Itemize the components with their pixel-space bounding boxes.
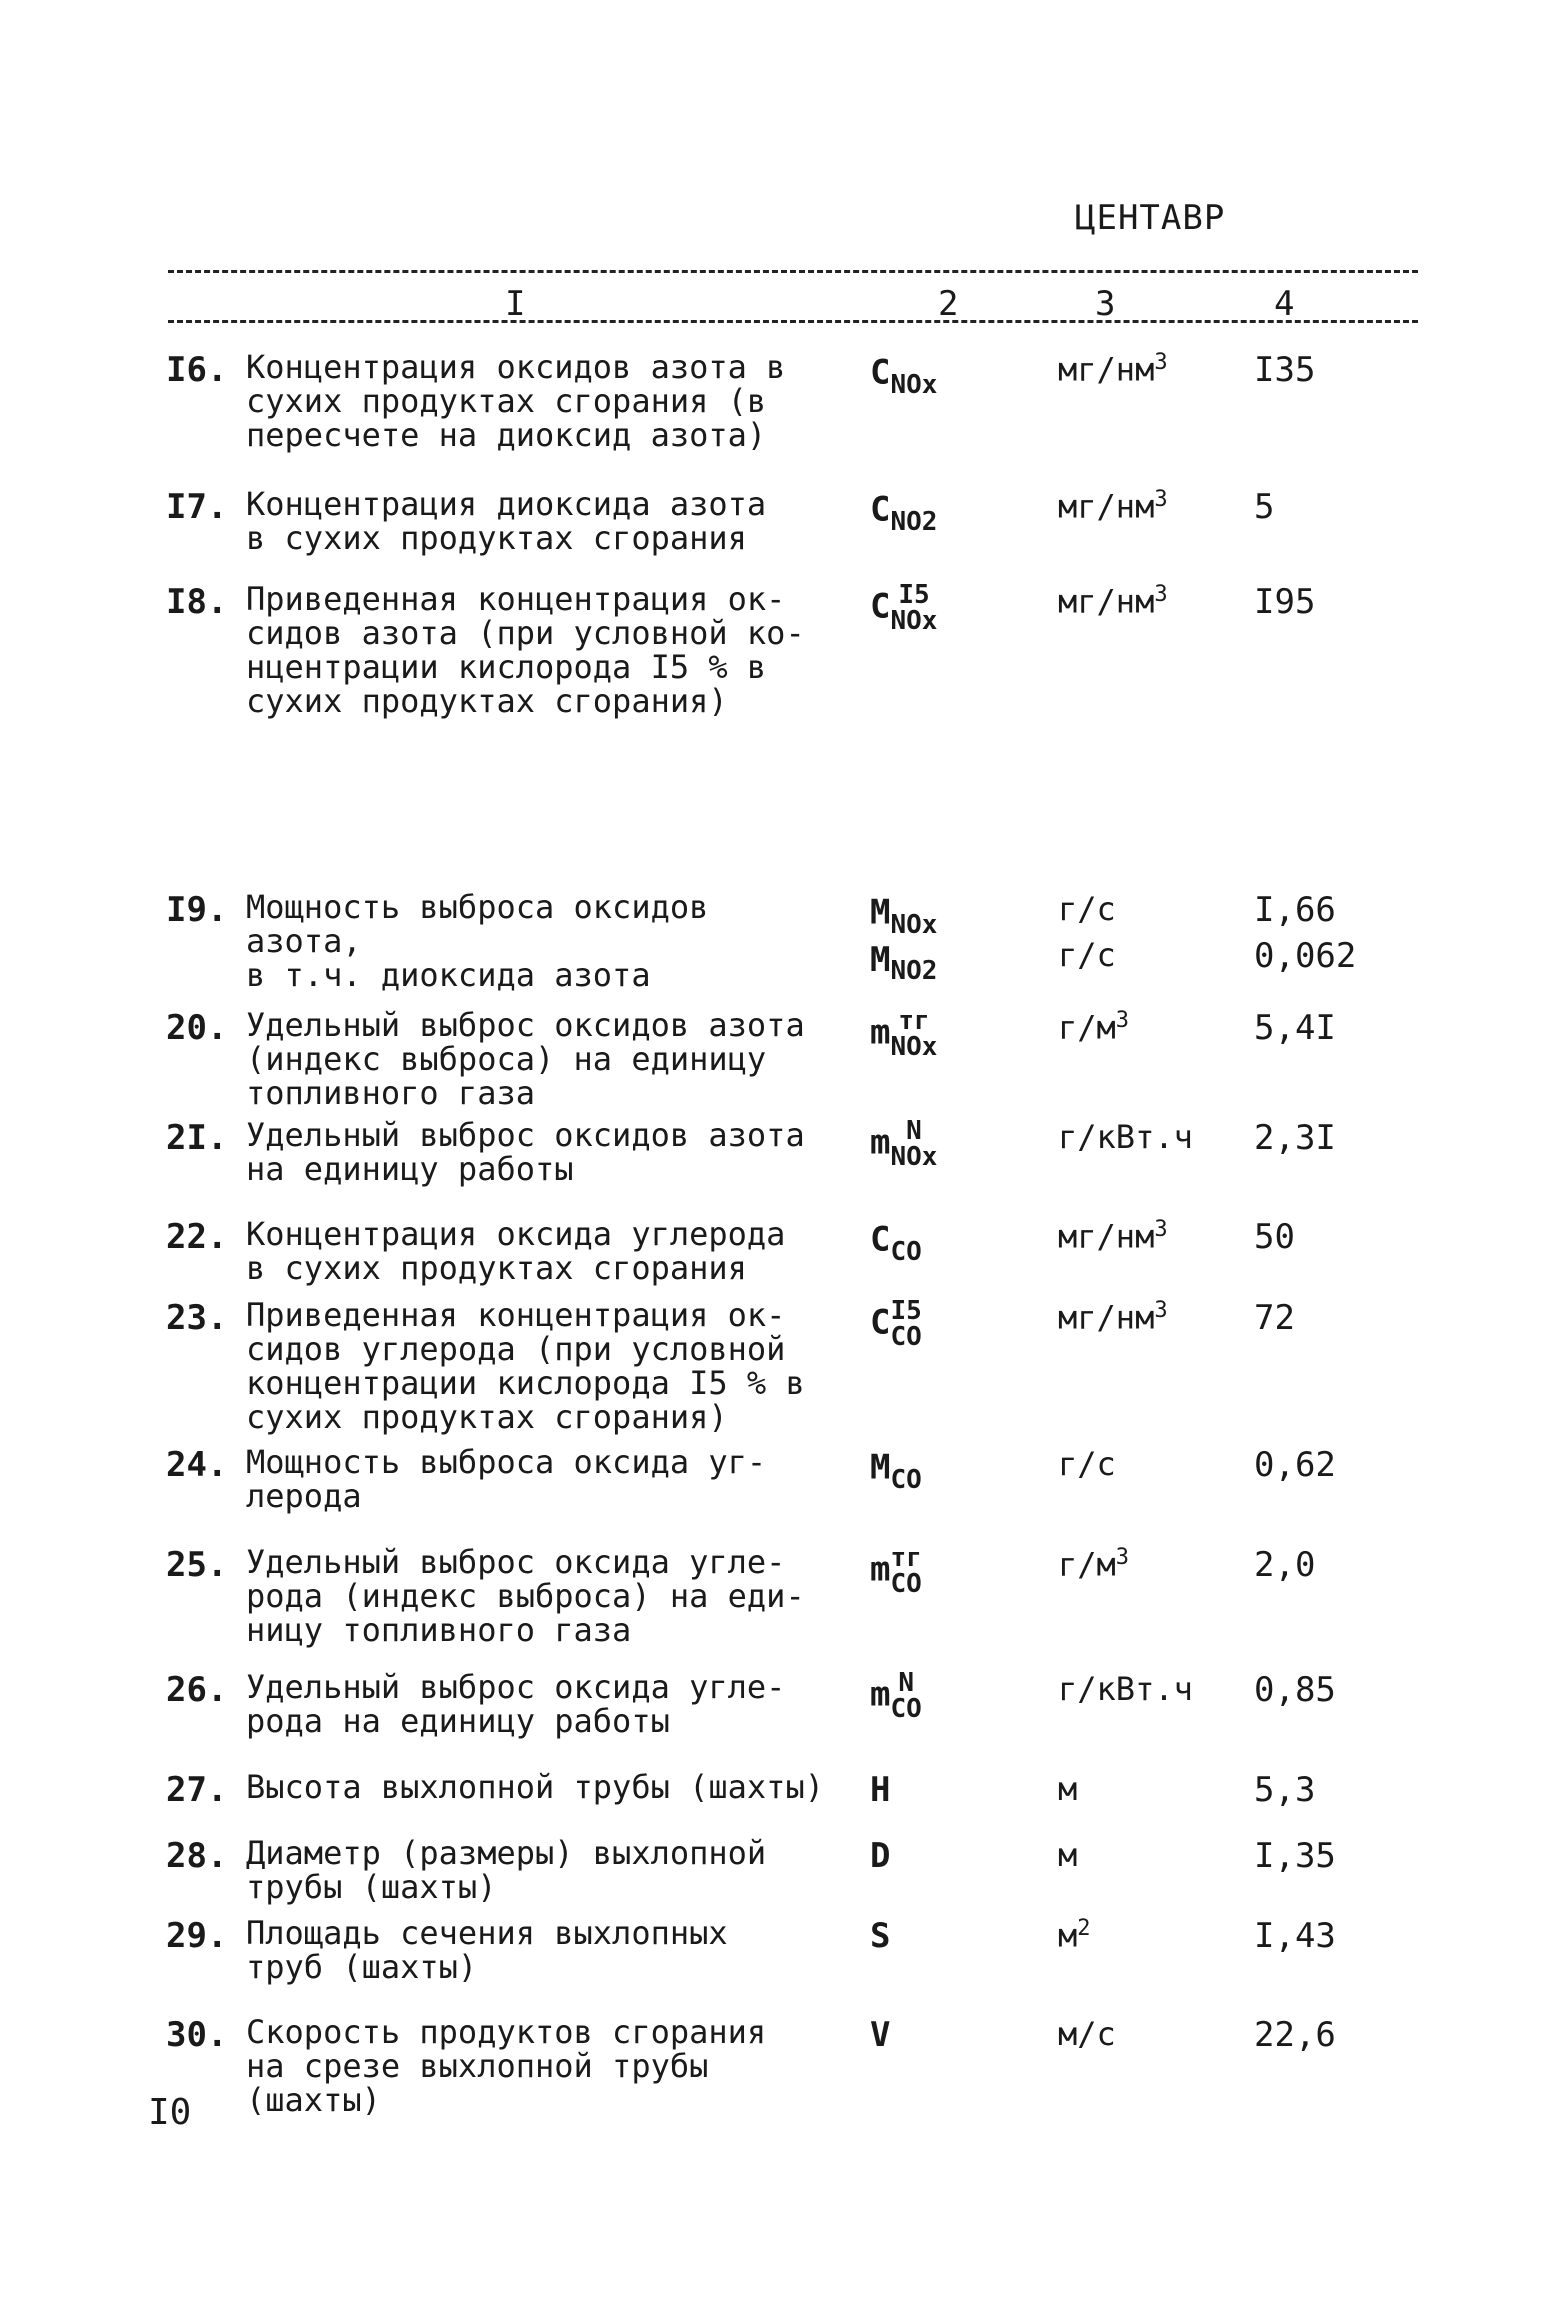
row-unit: [1058, 2015, 1116, 2053]
row-value: 72: [1254, 1298, 1295, 1338]
row-value: 0,62: [1254, 1445, 1336, 1485]
symbol-subscript: CO: [890, 1237, 922, 1267]
row-symbol: [870, 1836, 890, 1876]
unit-base: мг/нм: [1058, 582, 1155, 621]
row-unit: [1058, 1008, 1129, 1047]
row-unit: [1058, 890, 1116, 928]
unit-superscript: 2: [1077, 1916, 1091, 1941]
row-number: I7.: [166, 487, 228, 527]
row-symbol: [870, 1008, 937, 1060]
row-unit-secondary: г/с: [1058, 936, 1116, 974]
symbol-subscript: CO: [890, 1465, 922, 1495]
symbol-index-stack: [890, 350, 937, 398]
unit-superscript: 3: [1154, 582, 1168, 607]
symbol-base: M: [870, 1447, 891, 1488]
page-number: I0: [148, 2092, 192, 2133]
row-number: 23.: [166, 1298, 228, 1338]
row-number: 27.: [166, 1770, 228, 1810]
row-description: Удельный выброс оксида угле- рода (индекс выброса) на еди- ницу топливного газа: [246, 1543, 805, 1649]
symbol-superscript: тг: [898, 1006, 930, 1036]
symbol-index-stack: [890, 1670, 921, 1722]
row-unit: [1058, 1770, 1077, 1808]
row-symbol: [870, 1670, 922, 1722]
unit-base: мг/нм: [1058, 487, 1155, 526]
unit-superscript: 3: [1154, 487, 1168, 512]
row-unit: [1058, 350, 1168, 389]
row-number: I9.: [166, 890, 228, 930]
row-symbol: [870, 2015, 890, 2055]
symbol-superscript: N: [898, 1668, 914, 1698]
row-unit: [1058, 1118, 1193, 1156]
unit-base: г/кВт.ч: [1058, 1670, 1193, 1708]
symbol-superscript: I5: [890, 1296, 922, 1326]
row-symbol: [870, 1298, 922, 1350]
unit-base: мг/нм: [1058, 350, 1155, 389]
symbol-base: M: [870, 892, 891, 933]
symbol-base: H: [870, 1770, 891, 1810]
symbol-subscript: NOx: [890, 1032, 938, 1062]
row-value: I35: [1254, 350, 1316, 390]
row-description: Приведенная концентрация ок- сидов азота (при условной ко- нцентрации кислорода I5 % в сухих продуктах сгорания): [246, 580, 805, 720]
unit-base: мг/нм: [1058, 1217, 1155, 1256]
column-header-3: 3: [1095, 284, 1116, 324]
symbol-subscript: CO: [890, 1569, 922, 1599]
symbol-base: C: [870, 352, 891, 393]
unit-base: м/с: [1058, 2015, 1116, 2053]
row-unit: [1058, 1916, 1091, 1955]
column-header-1: I: [505, 284, 526, 324]
unit-base: г/кВт.ч: [1058, 1118, 1193, 1156]
unit-superscript: 3: [1115, 1545, 1130, 1570]
row-symbol: [870, 1770, 890, 1810]
symbol-base: S: [870, 1916, 891, 1956]
row-number: I8.: [166, 582, 228, 622]
row-symbol: [870, 1445, 922, 1493]
symbol-base: m: [870, 1549, 891, 1590]
symbol-subscript: CO: [890, 1694, 922, 1724]
symbol-subscript: NOx: [890, 1142, 938, 1172]
row-unit: [1058, 582, 1168, 621]
row-description: Концентрация оксида углерода в сухих продуктах сгорания: [246, 1215, 786, 1287]
row-description: Удельный выброс оксида угле- рода на единицу работы: [246, 1668, 786, 1740]
symbol-subscript: NOx: [890, 606, 938, 636]
table-header-rule: [168, 320, 1418, 323]
row-description: Площадь сечения выхлопных труб (шахты): [246, 1914, 728, 1986]
unit-base: м: [1058, 1770, 1078, 1808]
row-symbol: [870, 890, 937, 938]
column-header-2: 2: [938, 284, 959, 324]
row-symbol: [870, 487, 937, 535]
unit-superscript: 3: [1154, 1217, 1168, 1242]
row-value: I,43: [1254, 1916, 1336, 1956]
row-value: 5,3: [1254, 1770, 1316, 1810]
symbol-subscript: CO: [890, 1322, 922, 1352]
symbol-base: m: [870, 1674, 891, 1715]
row-description: Высота выхлопной трубы (шахты): [246, 1768, 824, 1806]
row-description: Мощность выброса оксидов азота, в т.ч. диоксида азота: [246, 888, 709, 994]
symbol-base: C: [870, 489, 891, 530]
row-unit: [1058, 487, 1168, 526]
unit-superscript: 3: [1115, 1008, 1130, 1033]
symbol-index-stack: [890, 1008, 937, 1060]
symbol-superscript: I5: [898, 580, 930, 610]
header-title: ЦЕНТАВР: [1075, 198, 1226, 238]
row-number: 2I.: [166, 1118, 228, 1158]
unit-base: мг/нм: [1058, 1298, 1155, 1337]
symbol-index-stack: [890, 1545, 921, 1597]
row-value: 5,4I: [1254, 1008, 1336, 1048]
row-number: 30.: [166, 2015, 228, 2055]
row-unit: [1058, 1298, 1168, 1337]
row-description: Диаметр (размеры) выхлопной трубы (шахты): [246, 1834, 767, 1906]
row-value: 0,85: [1254, 1670, 1336, 1710]
row-number: 22.: [166, 1217, 228, 1257]
row-value: 2,0: [1254, 1545, 1316, 1585]
row-value: I,66: [1254, 890, 1336, 930]
row-description: Мощность выброса оксида уг- лерода: [246, 1443, 767, 1515]
row-value: 22,6: [1254, 2015, 1336, 2055]
symbol-subscript: NO2: [890, 507, 938, 537]
symbol-base: M: [870, 940, 891, 980]
symbol-base: C: [870, 586, 891, 627]
unit-superscript: 3: [1154, 350, 1168, 375]
row-number: 28.: [166, 1836, 228, 1876]
table-top-rule: [168, 270, 1418, 273]
row-unit: [1058, 1836, 1077, 1874]
row-description: Приведенная концентрация ок- сидов углерода (при условной концентрации кислорода I5 % в сухих продуктах сгорания): [246, 1296, 805, 1436]
row-value-secondary: 0,062: [1254, 936, 1357, 976]
column-header-4: 4: [1274, 284, 1295, 324]
unit-base: м: [1058, 1836, 1078, 1874]
unit-base: м: [1058, 1916, 1078, 1955]
symbol-base: D: [870, 1836, 891, 1876]
symbol-superscript: N: [906, 1116, 922, 1146]
row-value: 2,3I: [1254, 1118, 1336, 1158]
row-number: I6.: [166, 350, 228, 390]
row-description: Концентрация оксидов азота в сухих продуктах сгорания (в пересчете на диоксид азота): [246, 348, 786, 454]
symbol-index-stack: [890, 1445, 921, 1493]
symbol-base: V: [870, 2015, 891, 2055]
symbol-base: C: [870, 1219, 891, 1260]
row-symbol-secondary: [870, 940, 937, 986]
row-number: 24.: [166, 1445, 228, 1485]
row-number: 26.: [166, 1670, 228, 1710]
row-value: I95: [1254, 582, 1316, 622]
row-value: I,35: [1254, 1836, 1336, 1876]
unit-base: г/с: [1058, 1445, 1116, 1483]
symbol-subscript: NOx: [890, 370, 938, 400]
row-value: 5: [1254, 487, 1275, 527]
symbol-subscript: NOx: [890, 910, 938, 940]
row-number: 20.: [166, 1008, 228, 1048]
row-symbol: [870, 1916, 890, 1956]
row-description: Удельный выброс оксидов азота на единицу работы: [246, 1116, 805, 1188]
row-unit: [1058, 1670, 1193, 1708]
row-symbol: [870, 582, 937, 634]
row-symbol: [870, 1118, 937, 1170]
symbol-index-stack: [890, 487, 937, 535]
row-number: 25.: [166, 1545, 228, 1585]
row-unit: [1058, 1545, 1129, 1584]
row-unit: [1058, 1445, 1116, 1483]
symbol-index-stack: [890, 1118, 937, 1170]
row-symbol: [870, 350, 937, 398]
symbol-index-stack: [890, 1217, 921, 1265]
row-description: Удельный выброс оксидов азота (индекс выброса) на единицу топливного газа: [246, 1006, 805, 1112]
row-number: 29.: [166, 1916, 228, 1956]
row-value: 50: [1254, 1217, 1295, 1257]
row-description: Концентрация диоксида азота в сухих продуктах сгорания: [246, 485, 767, 557]
symbol-index-stack: [890, 890, 937, 938]
row-description: Скорость продуктов сгорания на срезе выхлопной трубы (шахты): [246, 2013, 767, 2119]
symbol-superscript: тг: [890, 1543, 922, 1573]
symbol-index-stack: [890, 1298, 921, 1350]
unit-base: г/м: [1058, 1008, 1116, 1047]
unit-superscript: 3: [1154, 1298, 1168, 1323]
symbol-subscript: NO2: [890, 955, 938, 986]
symbol-index-stack: [890, 582, 937, 634]
row-unit: [1058, 1217, 1168, 1256]
symbol-base: m: [870, 1122, 891, 1163]
symbol-base: C: [870, 1302, 891, 1343]
symbol-base: m: [870, 1012, 891, 1053]
row-symbol: [870, 1217, 922, 1265]
unit-base: г/м: [1058, 1545, 1116, 1584]
row-symbol: [870, 1545, 922, 1597]
unit-base: г/с: [1058, 890, 1116, 928]
